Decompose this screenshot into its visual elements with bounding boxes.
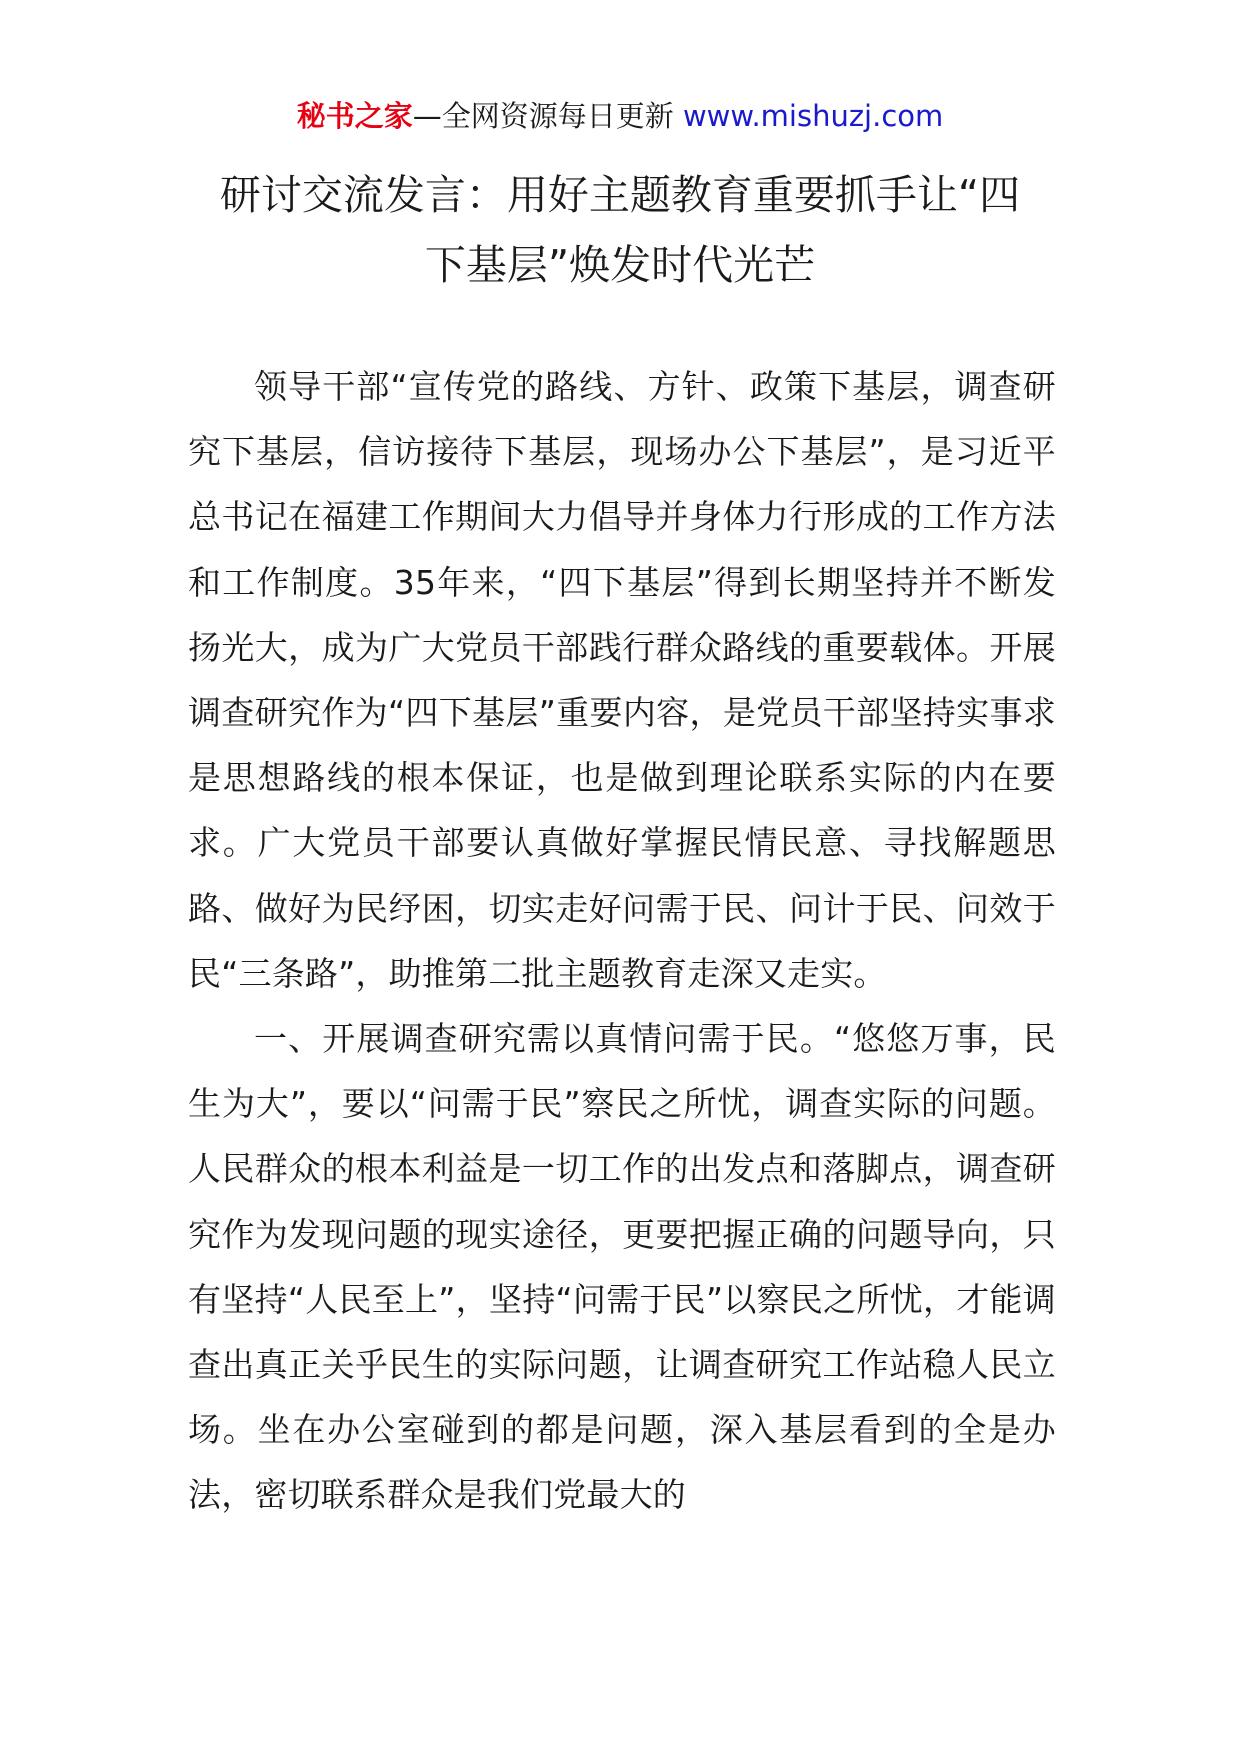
document-body bbox=[188, 354, 1056, 1528]
site-url-link[interactable]: www.mishuzj.com bbox=[682, 99, 944, 133]
title-line-1: 研讨交流发言：用好主题教育重要抓手让“四 bbox=[219, 171, 1021, 219]
body-paragraph-intro: 领导干部“宣传党的路线、方针、政策下基层，调查研究下基层，信访接待下基层，现场办公下基层”，是习近平总书记在福建工作期间大力倡导并身体力行形成的工作方法和工作制度。35年来，“四下基层”得到长期坚持并不断发扬光大，成为广大党员干部践行群众路线的重要载体。开展调查研究作为“四下基层”重要内容，是党员干部坚持实事求是思想路线的根本保证，也是做到理论联系实际的内在要求。广大党员干部要认真做好掌握民情民意、寻找解题思路、做好为民纾困，切实走好问需于民、问计于民、问效于民“三条路”，助推第二批主题教育走深又走实。 bbox=[188, 367, 1056, 993]
body-paragraph-section-1: 一、开展调查研究需以真情问需于民。“悠悠万事，民生为大”，要以“问需于民”察民之所忧，调查实际的问题。人民群众的根本利益是一切工作的出发点和落脚点，调查研究作为发现问题的现实途径，更要把握正确的问题导向，只有坚持“人民至上”，坚持“问需于民”以察民之所忧，才能调查出真正关乎民生的实际问题，让调查研究工作站稳人民立场。坐在办公室碰到的都是问题，深入基层看到的全是办法，密切联系群众是我们党最大的 bbox=[188, 1019, 1056, 1515]
document-title bbox=[180, 160, 1060, 300]
site-name: 秘书之家 bbox=[296, 99, 413, 133]
title-line-2: 下基层”焕发时代光芒 bbox=[424, 241, 816, 289]
site-header bbox=[0, 96, 1240, 136]
site-tagline: —全网资源每日更新 bbox=[412, 99, 683, 133]
